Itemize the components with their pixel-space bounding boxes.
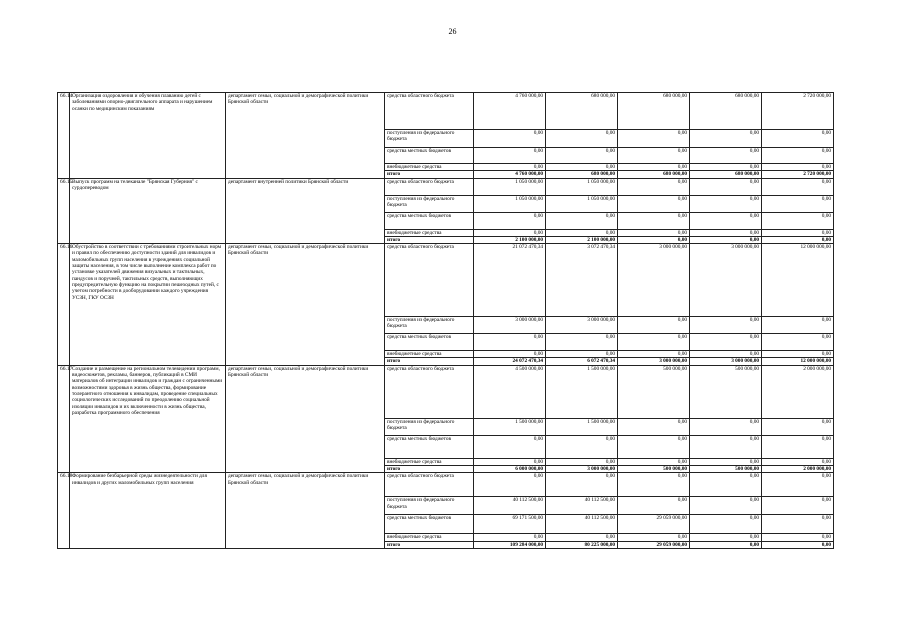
amount-cell: 4 500 000,00 (474, 365, 546, 418)
amount-cell: 109 284 000,00 (474, 541, 546, 548)
funding-source: внебюджетные средства (385, 351, 474, 358)
amount-cell: 0,00 (618, 351, 690, 358)
table-row (58, 244, 834, 317)
funding-source: средства областного бюджета (385, 244, 474, 317)
amount-cell: 2 720 000,00 (762, 93, 834, 130)
item-executor: департамент семьи, социальной и демографической политики Брянской области (226, 93, 385, 179)
amount-cell: 29 059 000,00 (618, 515, 690, 534)
amount-cell: 3 000 000,00 (474, 317, 546, 334)
amount-cell: 12 000 000,00 (762, 358, 834, 365)
amount-cell: 40 112 500,00 (474, 497, 546, 515)
amount-cell: 500 000,00 (618, 365, 690, 418)
funding-source: поступления из федерального бюджета (385, 497, 474, 515)
amount-cell: 0,00 (762, 351, 834, 358)
table-row (58, 93, 834, 130)
amount-cell: 0,00 (618, 164, 690, 171)
amount-cell: 0,00 (690, 334, 762, 351)
amount-cell: 0,00 (762, 195, 834, 212)
amount-cell: 1 500 000,00 (546, 418, 618, 435)
amount-cell: 0,00 (762, 148, 834, 164)
funding-source: итого (385, 541, 474, 548)
amount-cell: 3 000 000,00 (546, 317, 618, 334)
item-name: Выпуск программ на телеканале "Брянская Губерния" с сурдопереводом (70, 178, 226, 244)
funding-source: средства местных бюджетов (385, 334, 474, 351)
amount-cell: 0,00 (690, 178, 762, 195)
table-row (58, 473, 834, 497)
amount-cell: 3 000 000,00 (690, 358, 762, 365)
amount-cell: 0,00 (762, 497, 834, 515)
amount-cell: 0,00 (762, 473, 834, 497)
amount-cell: 24 072 470,34 (474, 358, 546, 365)
item-code: 66.16 (58, 244, 70, 366)
amount-cell: 0,00 (546, 130, 618, 148)
amount-cell: 0,00 (618, 334, 690, 351)
funding-source: средства областного бюджета (385, 365, 474, 418)
funding-source: внебюджетные средства (385, 534, 474, 541)
amount-cell: 0,00 (690, 473, 762, 497)
item-name: Обустройство в соответствии с требованиями строительных норм и правил по обеспечению доступности зданий для инвалидов и маломобильных групп населения в учреждениях социальной защиты населения, в том числе выполнение комплекса работ по установке указателей движения визуальных и тактильных, пандусов и поручней, тактильных средств, выполняющих предупредительную функцию на покрытии пешеходных путей, с учетом потребности в дооборудовании каждого учреждения УСЗН, ГКУ ОСЗН (70, 244, 226, 366)
table-row (58, 178, 834, 195)
funding-source: итого (385, 358, 474, 365)
funding-source: внебюджетные средства (385, 229, 474, 236)
amount-cell: 2 000 000,00 (762, 466, 834, 473)
amount-cell: 0,00 (546, 473, 618, 497)
funding-source: итого (385, 171, 474, 178)
amount-cell: 0,00 (690, 236, 762, 243)
amount-cell: 0,00 (618, 497, 690, 515)
amount-cell: 3 000 000,00 (546, 466, 618, 473)
item-executor: департамент семьи, социальной и демографической политики Брянской области (226, 473, 385, 549)
amount-cell: 0,00 (474, 229, 546, 236)
amount-cell: 0,00 (762, 212, 834, 229)
amount-cell: 3 000 000,00 (618, 358, 690, 365)
funding-source: средства местных бюджетов (385, 435, 474, 458)
amount-cell: 3 000 000,00 (618, 244, 690, 317)
amount-cell: 0,00 (618, 473, 690, 497)
amount-cell: 0,00 (690, 541, 762, 548)
amount-cell: 69 171 500,00 (474, 515, 546, 534)
amount-cell: 0,00 (474, 164, 546, 171)
amount-cell: 680 000,00 (546, 93, 618, 130)
amount-cell: 0,00 (546, 534, 618, 541)
amount-cell: 0,00 (474, 435, 546, 458)
amount-cell: 2 100 000,00 (546, 236, 618, 243)
amount-cell: 0,00 (618, 458, 690, 465)
amount-cell: 0,00 (762, 236, 834, 243)
item-name: Формирование безбарьерной среды жизнедеятельности для инвалидов и других маломобильных групп населения (70, 473, 226, 549)
amount-cell: 0,00 (762, 334, 834, 351)
item-code: 66.15 (58, 178, 70, 244)
amount-cell: 0,00 (618, 148, 690, 164)
amount-cell: 0,00 (762, 435, 834, 458)
item-code: 66.18 (58, 473, 70, 549)
amount-cell: 0,00 (546, 435, 618, 458)
funding-source: поступления из федерального бюджета (385, 317, 474, 334)
amount-cell: 0,00 (690, 351, 762, 358)
amount-cell: 0,00 (546, 212, 618, 229)
amount-cell: 3 000 000,00 (690, 244, 762, 317)
amount-cell: 0,00 (618, 178, 690, 195)
funding-source: итого (385, 236, 474, 243)
amount-cell: 0,00 (546, 334, 618, 351)
amount-cell: 40 112 500,00 (546, 515, 618, 534)
amount-cell: 680 000,00 (690, 93, 762, 130)
amount-cell: 0,00 (762, 541, 834, 548)
amount-cell: 2 000 000,00 (762, 365, 834, 418)
item-name: Организация оздоровления и обучения плаванию детей с заболеваниями опорно-двигательного аппарата и нарушением осанки по медицинским показаниям (70, 93, 226, 179)
amount-cell: 0,00 (474, 351, 546, 358)
funding-source: средства областного бюджета (385, 473, 474, 497)
amount-cell: 0,00 (474, 334, 546, 351)
amount-cell: 0,00 (618, 236, 690, 243)
item-code: 66.14 (58, 93, 70, 179)
amount-cell: 0,00 (690, 534, 762, 541)
amount-cell: 0,00 (474, 130, 546, 148)
funding-source: внебюджетные средства (385, 458, 474, 465)
amount-cell: 0,00 (474, 148, 546, 164)
amount-cell: 500 000,00 (618, 466, 690, 473)
amount-cell: 40 112 500,00 (546, 497, 618, 515)
funding-source: итого (385, 466, 474, 473)
amount-cell: 0,00 (618, 418, 690, 435)
amount-cell: 0,00 (762, 458, 834, 465)
amount-cell: 0,00 (618, 534, 690, 541)
budget-table (57, 92, 834, 549)
amount-cell: 680 000,00 (546, 171, 618, 178)
amount-cell: 500 000,00 (690, 365, 762, 418)
amount-cell: 21 072 470,34 (474, 244, 546, 317)
amount-cell: 0,00 (546, 164, 618, 171)
amount-cell: 1 050 000,00 (474, 195, 546, 212)
amount-cell: 0,00 (690, 164, 762, 171)
amount-cell: 0,00 (690, 317, 762, 334)
amount-cell: 0,00 (690, 458, 762, 465)
amount-cell: 0,00 (690, 435, 762, 458)
amount-cell: 680 000,00 (618, 93, 690, 130)
funding-source: средства местных бюджетов (385, 148, 474, 164)
amount-cell: 0,00 (690, 212, 762, 229)
page-number: 26 (448, 27, 457, 36)
amount-cell: 500 000,00 (690, 466, 762, 473)
amount-cell: 2 100 000,00 (474, 236, 546, 243)
amount-cell: 0,00 (618, 212, 690, 229)
amount-cell: 0,00 (618, 435, 690, 458)
table-row (58, 365, 834, 418)
amount-cell: 0,00 (474, 473, 546, 497)
amount-cell: 680 000,00 (690, 171, 762, 178)
amount-cell: 4 760 000,00 (474, 171, 546, 178)
funding-source: средства областного бюджета (385, 178, 474, 195)
amount-cell: 12 000 000,00 (762, 244, 834, 317)
amount-cell: 0,00 (762, 130, 834, 148)
amount-cell: 0,00 (546, 229, 618, 236)
amount-cell: 0,00 (474, 534, 546, 541)
amount-cell: 0,00 (762, 418, 834, 435)
funding-source: средства местных бюджетов (385, 515, 474, 534)
amount-cell: 0,00 (690, 148, 762, 164)
item-name: Создание и размещение на региональном телевидении программ, видеосюжетов, рекламы, баннеров, публикаций в СМИ материалов об интеграции инвалидов и граждан с ограниченными возможностями здоровья в жизнь общества, формирование толерантного отношения к инвалидам, проведение специальных социологических исследований по преодолению социальной изоляции инвалидов и их включенности в жизнь общества, разработка программного обеспечения (70, 365, 226, 473)
amount-cell: 0,00 (690, 515, 762, 534)
amount-cell: 0,00 (690, 195, 762, 212)
item-executor: департамент внутренней политики Брянской области (226, 178, 385, 244)
amount-cell: 6 072 470,34 (546, 358, 618, 365)
amount-cell: 0,00 (474, 212, 546, 229)
amount-cell: 0,00 (618, 130, 690, 148)
item-code: 66.17 (58, 365, 70, 473)
amount-cell: 0,00 (762, 515, 834, 534)
amount-cell: 0,00 (690, 229, 762, 236)
funding-source: поступления из федерального бюджета (385, 195, 474, 212)
amount-cell: 1 050 000,00 (474, 178, 546, 195)
amount-cell: 0,00 (762, 534, 834, 541)
amount-cell: 1 500 000,00 (546, 365, 618, 418)
amount-cell: 80 225 000,00 (546, 541, 618, 548)
amount-cell: 1 050 000,00 (546, 178, 618, 195)
amount-cell: 0,00 (690, 497, 762, 515)
amount-cell: 6 000 000,00 (474, 466, 546, 473)
item-executor: департамент семьи, социальной и демографической политики Брянской области (226, 365, 385, 473)
amount-cell: 0,00 (546, 148, 618, 164)
amount-cell: 0,00 (618, 317, 690, 334)
funding-source: поступления из федерального бюджета (385, 418, 474, 435)
amount-cell: 0,00 (618, 229, 690, 236)
amount-cell: 1 050 000,00 (546, 195, 618, 212)
amount-cell: 0,00 (546, 351, 618, 358)
amount-cell: 3 072 470,34 (546, 244, 618, 317)
amount-cell: 4 760 000,00 (474, 93, 546, 130)
item-executor: департамент семьи, социальной и демографической политики Брянской области (226, 244, 385, 366)
amount-cell: 0,00 (474, 458, 546, 465)
amount-cell: 0,00 (762, 317, 834, 334)
funding-source: средства местных бюджетов (385, 212, 474, 229)
amount-cell: 0,00 (762, 229, 834, 236)
funding-source: поступления из федерального бюджета (385, 130, 474, 148)
funding-source: внебюджетные средства (385, 164, 474, 171)
amount-cell: 2 720 000,00 (762, 171, 834, 178)
amount-cell: 1 500 000,00 (474, 418, 546, 435)
amount-cell: 0,00 (762, 164, 834, 171)
amount-cell: 0,00 (762, 178, 834, 195)
funding-source: средства областного бюджета (385, 93, 474, 130)
amount-cell: 0,00 (618, 195, 690, 212)
amount-cell: 680 000,00 (618, 171, 690, 178)
amount-cell: 0,00 (546, 458, 618, 465)
amount-cell: 29 059 000,00 (618, 541, 690, 548)
amount-cell: 0,00 (690, 130, 762, 148)
amount-cell: 0,00 (690, 418, 762, 435)
